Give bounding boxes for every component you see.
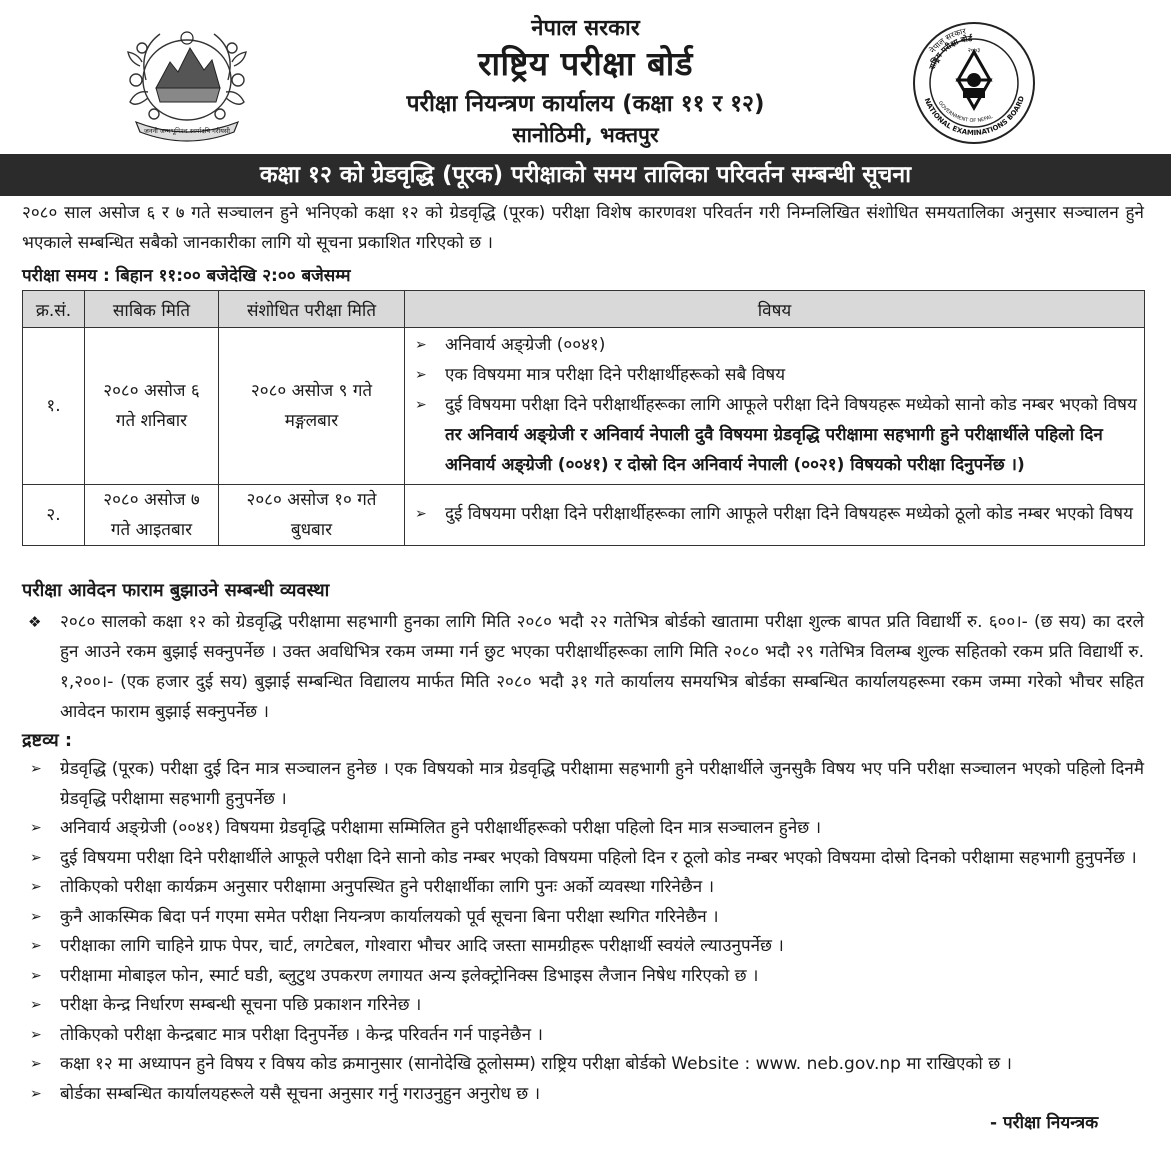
- subject-item: ➢ एक विषयमा मात्र परीक्षा दिने परीक्षार्थीहरूको सबै विषय: [411, 360, 1138, 390]
- list-item: ➢ कुनै आकस्मिक बिदा पर्न गएमा समेत परीक्षा नियन्त्रण कार्यालयको पूर्व सूचना बिना परीक्षा स्थगित गरिनेछैन ।: [22, 903, 1144, 933]
- arrow-bullet-icon: ➢: [30, 820, 42, 836]
- list-item: ➢ परीक्षाका लागि चाहिने ग्राफ पेपर, चार्ट, लगटेबल, गोश्वारा भौचर आदि जस्ता सामग्रीहरू परीक्षार्थी स्वयंले ल्याउनुपर्नेछ ।: [22, 932, 1144, 962]
- arrow-bullet-icon: ➢: [30, 997, 42, 1013]
- list-item: ➢ कक्षा १२ मा अध्यापन हुने विषय र विषय कोड क्रमानुसार (सानोदेखि ठूलोसम्म) राष्ट्रिय परीक्षा बोर्डको Website : www. neb.gov.np मा राखिएको छ ।: [22, 1050, 1144, 1080]
- application-paragraph: २०८० सालको कक्षा १२ को ग्रेडवृद्धि परीक्षामा सहभागी हुनका लागि मिति २०८० भदौ २२ गतेभित्र बोर्डको खातामा परीक्षा शुल्क बापत प्रति विद्यार्थी रु. ६००।- (छ सय) का दरले हुन आउने रकम बुझाई सक्नुपर्नेछ । उक्त अवधिभित्र रकम जम्मा गर्न छुट भएका परीक्षार्थीहरूका लागि मिति २०८० भदौ २९ गतेभित्र विलम्ब शुल्क सहितको रकम प्रति विद्यार्थी रु. १,२००।- (एक हजार दुई सय) बुझाई सम्बन्धित विद्यालय मार्फत मिति २०८० भदौ ३१ गते कार्यालय समयभित्र बोर्डका सम्बन्धित कार्यालयहरूमा रकम जम्मा गरेको भौचर सहित आवेदन फाराम बुझाई सक्नुपर्नेछ ।: [60, 612, 1144, 722]
- arrow-bullet-icon: ➢: [415, 397, 427, 413]
- header-subject: विषय: [405, 291, 1145, 328]
- arrow-bullet-icon: ➢: [30, 1056, 42, 1072]
- arrow-bullet-icon: ➢: [30, 938, 42, 954]
- row-new-date: २०८० असोज १० गते बुधबार: [219, 485, 405, 546]
- list-item: ➢ अनिवार्य अङ्ग्रेजी (००४१) विषयमा ग्रेडवृद्धि परीक्षामा सम्मिलित हुने परीक्षार्थीहरूको परीक्षा पहिलो दिन मात्र सञ्चालन हुनेछ ।: [22, 814, 1144, 844]
- list-item: ➢ ग्रेडवृद्धि (पूरक) परीक्षा दुई दिन मात्र सञ्चालन हुनेछ । एक विषयको मात्र ग्रेडवृद्धि परीक्षामा सहभागी हुने परीक्षार्थीले जुनसुकै विषय भए पनि परीक्षा सञ्चालन भएको पहिलो दिनमै ग्रेडवृद्धि परीक्षामा सहभागी हुनुपर्नेछ ।: [22, 755, 1144, 814]
- signature: - परीक्षा नियन्त्रक: [990, 1113, 1099, 1133]
- subject-item: ➢ अनिवार्य अङ्ग्रेजी (००४१): [411, 330, 1138, 360]
- list-item: ➢ दुई विषयमा परीक्षा दिने परीक्षार्थीले आफूले परीक्षा दिने सानो कोड नम्बर भएको विषयमा पहिलो दिन र ठूलो कोड नम्बर भएको विषयमा दोस्रो दिनको परीक्षामा सहभागी हुनुपर्नेछ ।: [22, 844, 1144, 874]
- arrow-bullet-icon: ➢: [30, 908, 42, 925]
- header-new-date: संशोधित परीक्षा मिति: [219, 291, 405, 328]
- letterhead: [0, 0, 1171, 152]
- list-item: ➢ परीक्षा केन्द्र निर्धारण सम्बन्धी सूचना पछि प्रकाशन गरिनेछ ।: [22, 991, 1144, 1021]
- svg-text:२०७३: २०७३: [967, 47, 981, 54]
- board-name: राष्ट्रिय परीक्षा बोर्ड: [477, 44, 694, 83]
- svg-text:जननी जन्मभूमिश्च स्वर्गादपि गर: जननी जन्मभूमिश्च स्वर्गादपि गरीयसी: [144, 127, 230, 135]
- notice-title: कक्षा १२ को ग्रेडवृद्धि (पूरक) परीक्षाको समय तालिका परिवर्तन सम्बन्धी सूचना: [0, 154, 1171, 196]
- row-subjects: [405, 328, 1145, 485]
- list-item: ➢ बोर्डका सम्बन्धित कार्यालयहरूले यसै सूचना अनुसार गर्नु गराउनुहुन अनुरोध छ ।: [22, 1080, 1144, 1110]
- arrow-bullet-icon: ➢: [30, 761, 42, 777]
- arrow-bullet-icon: ➢: [30, 1085, 42, 1102]
- arrow-bullet-icon: ➢: [30, 967, 42, 984]
- table-row: [23, 485, 1145, 546]
- subject-note-bold: तर अनिवार्य अङ्ग्रेजी र अनिवार्य नेपाली दुवै विषयमा ग्रेडवृद्धि परीक्षामा सहभागी हुने परीक्षार्थीले पहिलो दिन अनिवार्य अङ्ग्रेजी (००४१) र दोस्रो दिन अनिवार्य नेपाली (००२१) विषयको परीक्षा दिनुपर्नेछ ।): [445, 425, 1103, 475]
- row-old-date: २०८० असोज ७ गते आइतबार: [85, 485, 219, 546]
- arrow-bullet-icon: ➢: [30, 1026, 42, 1043]
- header-sn: क्र.सं.: [23, 291, 85, 328]
- arrow-bullet-icon: ➢: [415, 506, 427, 522]
- svg-text:GOVERNMENT OF NEPAL: GOVERNMENT OF NEPAL: [936, 100, 994, 125]
- arrow-bullet-icon: ➢: [30, 849, 42, 866]
- subject-item: ➢ दुई विषयमा परीक्षा दिने परीक्षार्थीहरूका लागि आफूले परीक्षा दिने विषयहरू मध्येको सानो कोड नम्बर भएको विषय तर अनिवार्य अङ्ग्रेजी र अनिवार्य नेपाली दुवै विषयमा ग्रेडवृद्धि परीक्षामा सहभागी हुने परीक्षार्थीले पहिलो दिन अनिवार्य अङ्ग्रेजी (००४१) र दोस्रो दिन अनिवार्य नेपाली (००२१) विषयको परीक्षा दिनुपर्नेछ ।): [411, 390, 1138, 480]
- row-subjects: [405, 485, 1145, 546]
- row-sn: २.: [23, 485, 85, 546]
- svg-text:राष्ट्रिय परीक्षा बोर्ड: राष्ट्रिय परीक्षा बोर्ड: [927, 34, 973, 71]
- arrow-bullet-icon: ➢: [415, 367, 427, 383]
- arrow-bullet-icon: ➢: [415, 337, 427, 353]
- row-old-date: २०८० असोज ६ गते शनिबार: [85, 328, 219, 485]
- subject-item: ➢ दुई विषयमा परीक्षा दिने परीक्षार्थीहरूका लागि आफूले परीक्षा दिने विषयहरू मध्येको ठूलो कोड नम्बर भएको विषय: [411, 499, 1138, 529]
- exam-time: परीक्षा समय : बिहान ११:०० बजेदेखि २:०० बजेसम्म: [22, 266, 351, 286]
- list-item: ➢ तोकिएको परीक्षा केन्द्रबाट मात्र परीक्षा दिनुपर्नेछ । केन्द्र परिवर्तन गर्न पाइनेछैन ।: [22, 1021, 1144, 1051]
- row-new-date: २०८० असोज ९ गते मङ्गलबार: [219, 328, 405, 485]
- list-item: ➢ परीक्षामा मोबाइल फोन, स्मार्ट घडी, ब्लुटुथ उपकरण लगायत अन्य इलेक्ट्रोनिक्स डिभाइस लैजान निषेध गरिएको छ ।: [22, 962, 1144, 992]
- svg-text:NATIONAL EXAMINATIONS BOARD: NATIONAL EXAMINATIONS BOARD: [922, 95, 1027, 138]
- application-title: परीक्षा आवेदन फाराम बुझाउने सम्बन्धी व्यवस्था: [22, 580, 330, 601]
- office-location: सानोठिमी, भक्तपुर: [512, 123, 659, 147]
- arrow-bullet-icon: ➢: [30, 879, 42, 895]
- table-header-row: [23, 291, 1145, 328]
- government-name: नेपाल सरकार: [531, 16, 640, 41]
- table-row: [23, 328, 1145, 485]
- svg-text:नेपाल सरकार: नेपाल सरकार: [928, 26, 967, 55]
- schedule-table: [22, 290, 1145, 546]
- notes-list: [22, 755, 1144, 1109]
- diamond-bullet-icon: ❖: [28, 613, 42, 631]
- notes-title: द्रष्टव्य :: [22, 730, 73, 751]
- row-sn: १.: [23, 328, 85, 485]
- intro-paragraph: २०८० साल असोज ६ र ७ गते सञ्चालन हुने भनिएको कक्षा १२ को ग्रेडवृद्धि (पूरक) परीक्षा विशेष कारणवश परिवर्तन गरी निम्नलिखित संशोधित समयतालिका अनुसार सञ्चालन हुने भएकाले सम्बन्धित सबैको जानकारीका लागि यो सूचना प्रकाशित गरिएको छ ।: [22, 203, 1144, 253]
- header-old-date: साबिक मिति: [85, 291, 219, 328]
- office-name: परीक्षा नियन्त्रण कार्यालय (कक्षा ११ र १२): [406, 91, 765, 117]
- list-item: ➢ तोकिएको परीक्षा कार्यक्रम अनुसार परीक्षामा अनुपस्थित हुने परीक्षार्थीका लागि पुनः अर्को व्यवस्था गरिनेछैन ।: [22, 873, 1144, 903]
